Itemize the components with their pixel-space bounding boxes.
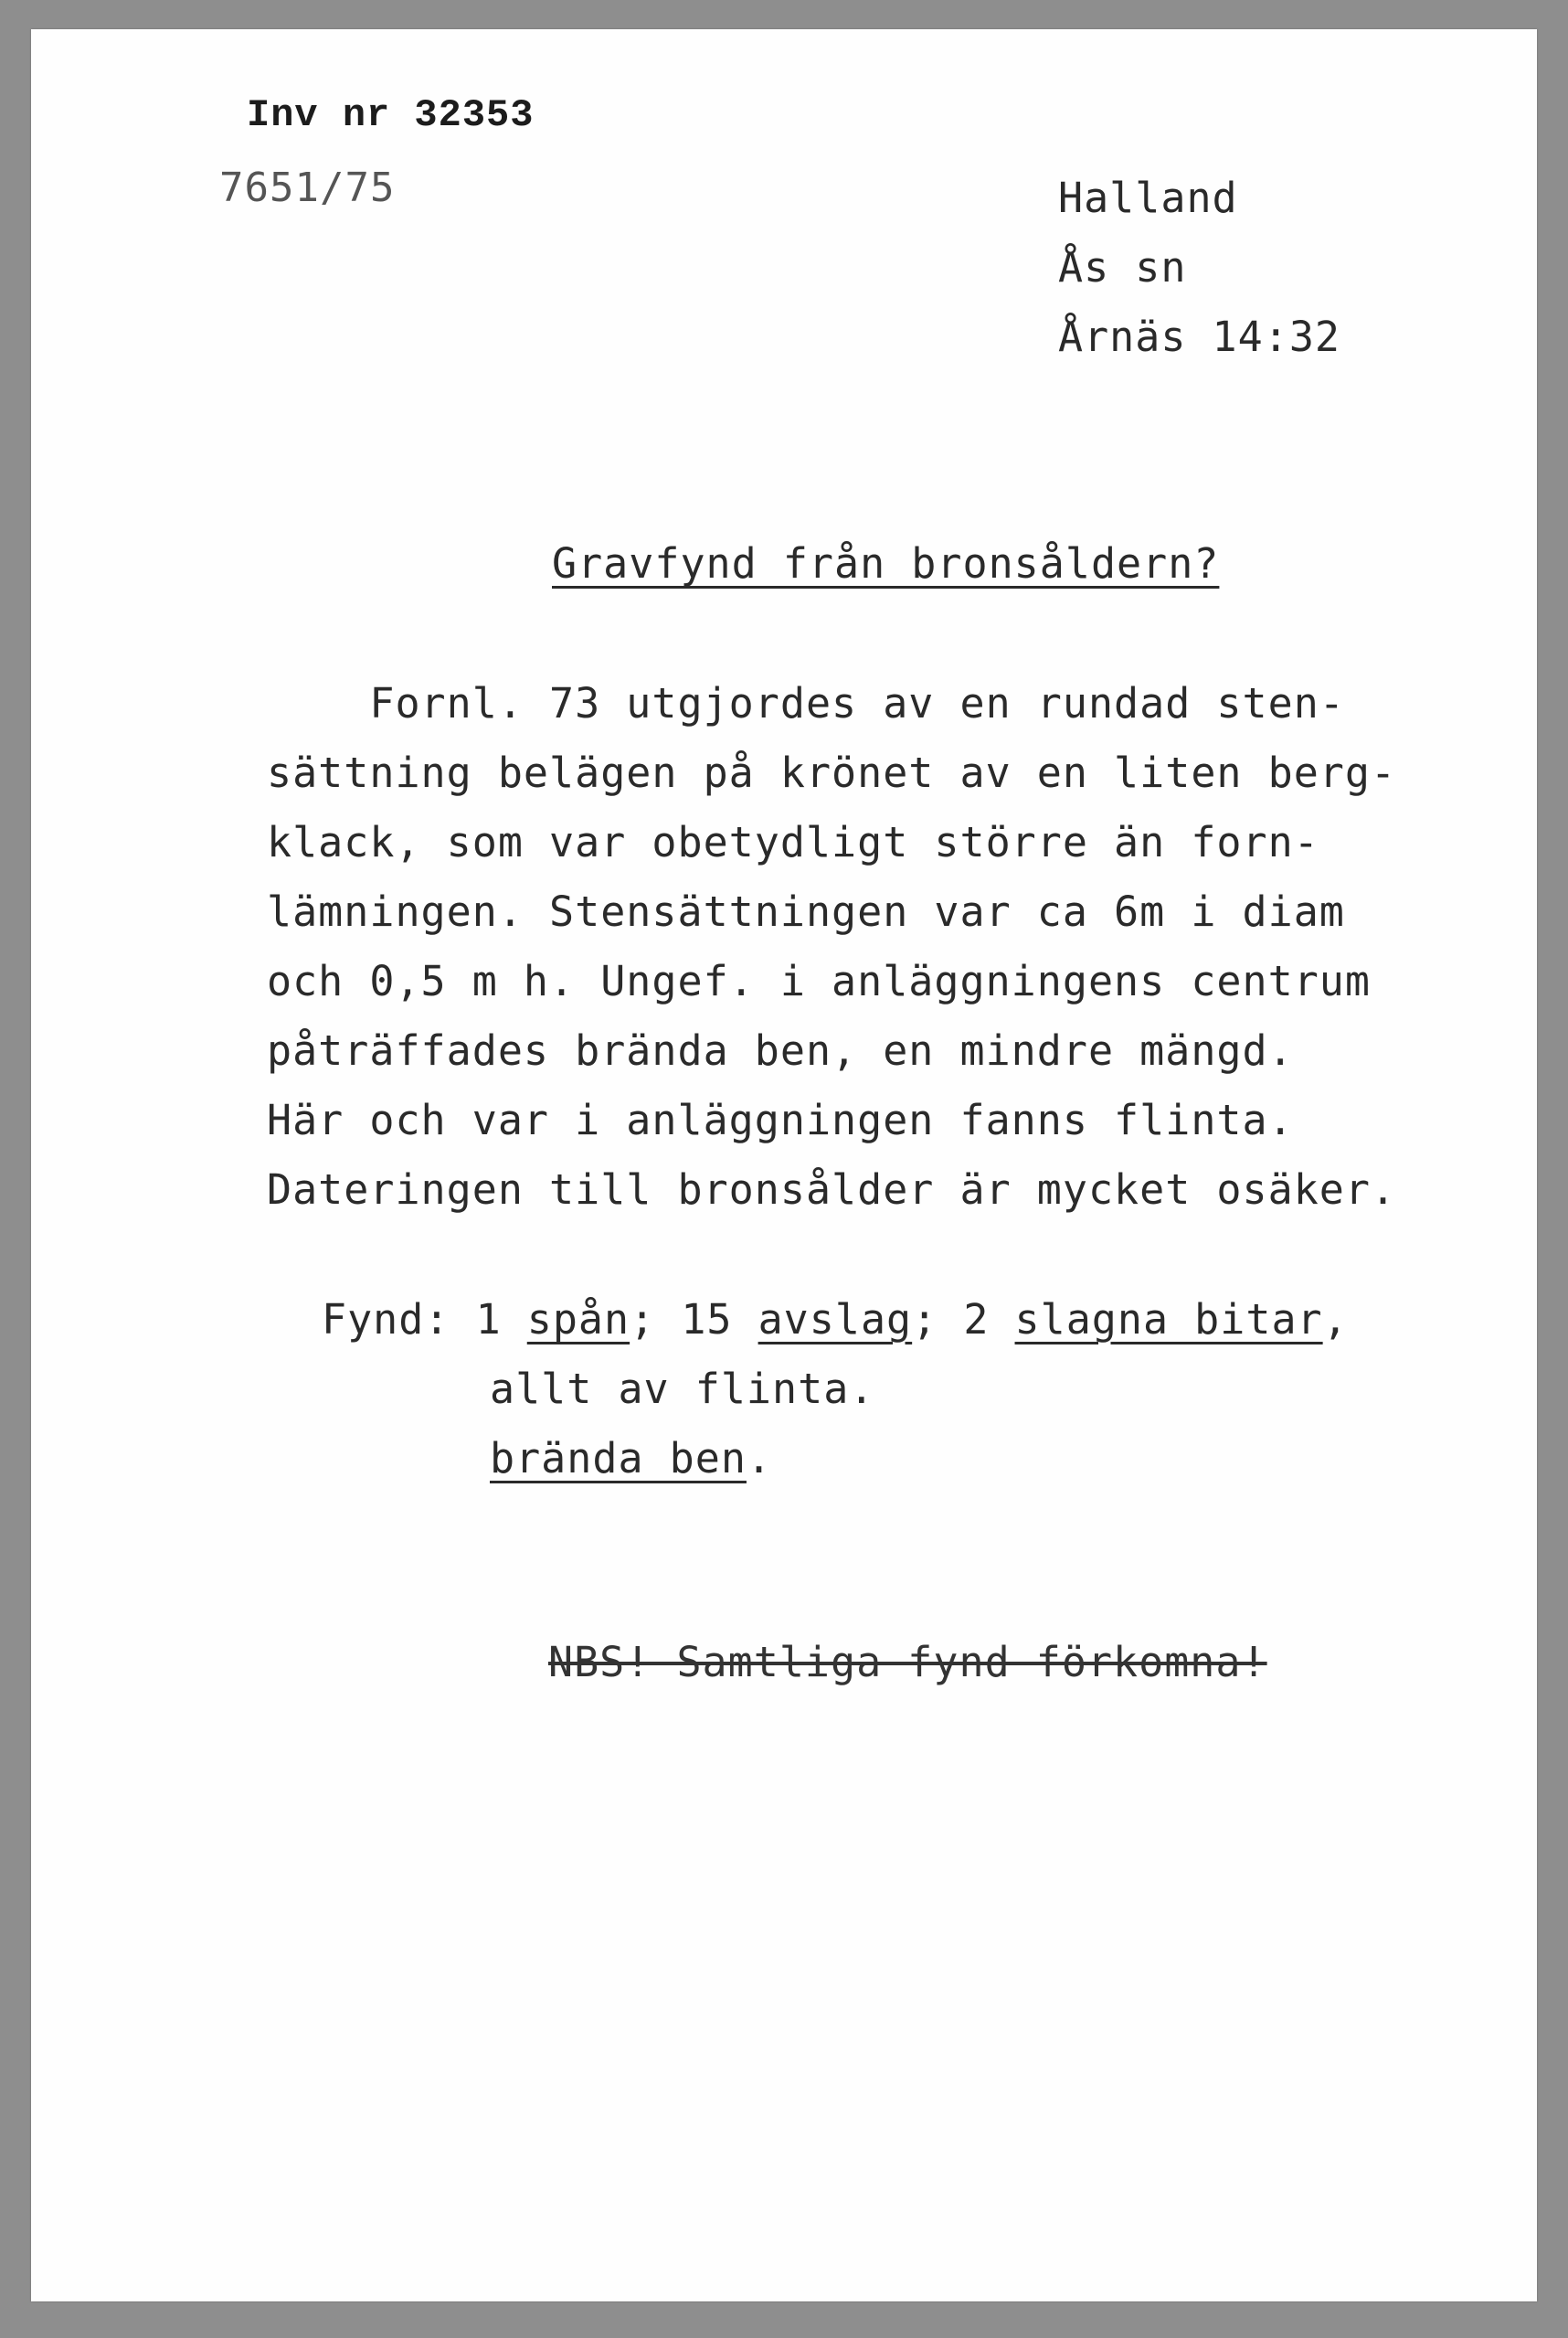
finds-line-1: [322, 1285, 1349, 1355]
find-count-2: 15: [681, 1295, 733, 1344]
find-separator-3: ,: [1322, 1295, 1349, 1344]
body-line-8: Dateringen till bronsålder är mycket osäker.: [267, 1165, 1397, 1214]
body-line-7: Här och var i anläggningen fanns flinta.: [267, 1096, 1294, 1144]
finds-line-3-end: .: [746, 1434, 773, 1483]
body-line-6: påträffades brända ben, en mindre mängd.: [267, 1026, 1294, 1075]
finds-line-2: allt av flinta.: [490, 1365, 875, 1413]
body-line-3: klack, som var obetydligt större än forn-: [267, 818, 1319, 866]
find-name-3: slagna bitar: [1014, 1295, 1323, 1344]
location-property: Årnäs 14:32: [1058, 313, 1341, 361]
body-line-1: Fornl. 73 utgjordes av en rundad sten-: [267, 679, 1345, 728]
body-line-4: lämningen. Stensättningen var ca 6m i diam: [267, 887, 1345, 936]
find-separator-1: ;: [630, 1295, 656, 1344]
struck-note: NBS! Samtliga fynd förkomna!: [548, 1638, 1267, 1686]
find-count-1: 1: [475, 1295, 502, 1344]
reference-number: 7651/75: [219, 165, 396, 211]
location-parish: Ås sn: [1058, 243, 1187, 292]
find-count-3: 2: [963, 1295, 990, 1344]
body-line-2: sättning belägen på krönet av en liten berg-: [267, 749, 1397, 797]
find-name-1: spån: [526, 1295, 630, 1344]
finds-label: Fynd:: [322, 1295, 450, 1344]
find-name-2: avslag: [758, 1295, 913, 1344]
document-title: Gravfynd från bronsåldern?: [552, 539, 1220, 588]
body-line-5: och 0,5 m h. Ungef. i anläggningens centrum: [267, 957, 1371, 1005]
location-province: Halland: [1058, 174, 1238, 222]
document-page: [31, 29, 1537, 2301]
finds-line-3: [490, 1424, 772, 1493]
find-separator-2: ;: [912, 1295, 938, 1344]
find-name-4: brända ben: [490, 1434, 747, 1483]
inventory-number: Inv nr 32353: [247, 93, 535, 137]
